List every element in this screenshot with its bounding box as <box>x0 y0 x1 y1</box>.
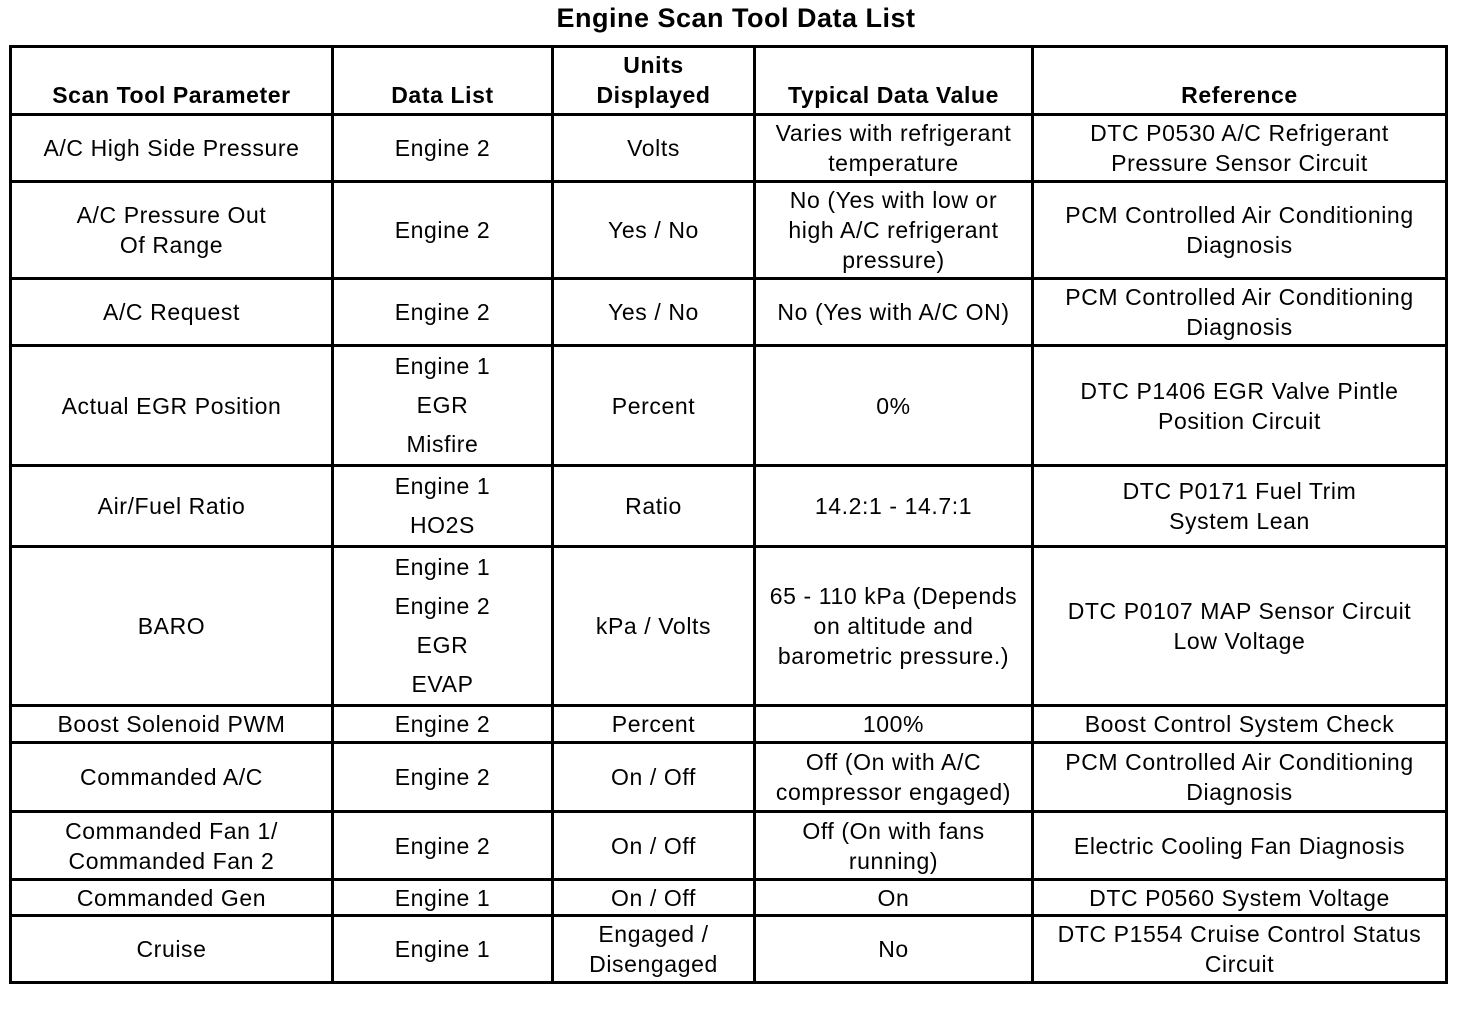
cell-reference: DTC P1554 Cruise Control Status Circuit <box>1033 916 1447 983</box>
table-row <box>11 706 1447 743</box>
cell-parameter: A/C Pressure Out Of Range <box>11 182 333 279</box>
cell-data-list <box>333 880 553 916</box>
cell-units: Percent <box>553 346 755 466</box>
cell-reference: DTC P0171 Fuel Trim System Lean <box>1033 466 1447 547</box>
cell-reference: PCM Controlled Air Conditioning Diagnosis <box>1033 182 1447 279</box>
data-list-entry: Engine 1 <box>394 884 491 911</box>
header-typical-data-value: Typical Data Value <box>755 47 1033 115</box>
data-list-entry: Engine 2 <box>394 832 491 859</box>
table-row <box>11 880 1447 916</box>
data-list-entry: Engine 1 <box>394 353 491 379</box>
cell-parameter: BARO <box>11 547 333 706</box>
data-list-entry: HO2S <box>409 512 476 538</box>
cell-typical-value: 100% <box>755 706 1033 743</box>
data-list-entry: Engine 2 <box>394 764 491 790</box>
cell-reference: DTC P0530 A/C Refrigerant Pressure Sensor Circuit <box>1033 115 1447 182</box>
cell-typical-value: Varies with refrigerant temperature <box>755 115 1033 182</box>
data-list-entry: Engine 1 <box>394 936 491 962</box>
data-list-entry: Engine 2 <box>394 593 491 619</box>
cell-data-list <box>333 279 553 346</box>
table-row <box>11 812 1447 880</box>
cell-typical-value: 65 - 110 kPa (Depends on altitude and barometric pressure.) <box>755 547 1033 706</box>
cell-reference: PCM Controlled Air Conditioning Diagnosis <box>1033 743 1447 812</box>
cell-parameter: A/C High Side Pressure <box>11 115 333 182</box>
cell-data-list <box>333 115 553 182</box>
cell-units: On / Off <box>553 880 755 916</box>
cell-units: On / Off <box>553 812 755 880</box>
data-list-entry: EGR <box>416 392 469 418</box>
table-row <box>11 182 1447 279</box>
cell-parameter: Commanded Fan 1/ Commanded Fan 2 <box>11 812 333 880</box>
cell-parameter: Commanded Gen <box>11 880 333 916</box>
cell-typical-value: No (Yes with low or high A/C refrigerant pressure) <box>755 182 1033 279</box>
data-list-entry: Engine 2 <box>394 216 491 243</box>
table-row <box>11 115 1447 182</box>
cell-data-list <box>333 706 553 743</box>
cell-reference: DTC P0107 MAP Sensor Circuit Low Voltage <box>1033 547 1447 706</box>
page-title: Engine Scan Tool Data List <box>556 3 916 33</box>
table-row <box>11 466 1447 547</box>
table-row <box>11 743 1447 812</box>
data-list-entry: Misfire <box>406 431 479 457</box>
cell-parameter: Actual EGR Position <box>11 346 333 466</box>
cell-reference: Boost Control System Check <box>1033 706 1447 743</box>
header-units-displayed: Units Displayed <box>553 47 755 115</box>
scan-tool-data-table <box>9 45 1448 984</box>
cell-units: Percent <box>553 706 755 743</box>
header-reference: Reference <box>1033 47 1447 115</box>
data-list-entry: Engine 1 <box>394 473 491 499</box>
cell-units: Volts <box>553 115 755 182</box>
cell-parameter: Air/Fuel Ratio <box>11 466 333 547</box>
cell-reference: DTC P0560 System Voltage <box>1033 880 1447 916</box>
cell-units: kPa / Volts <box>553 547 755 706</box>
cell-reference: Electric Cooling Fan Diagnosis <box>1033 812 1447 880</box>
cell-parameter: Boost Solenoid PWM <box>11 706 333 743</box>
table-row <box>11 547 1447 706</box>
cell-parameter: Commanded A/C <box>11 743 333 812</box>
cell-parameter: A/C Request <box>11 279 333 346</box>
table-row <box>11 346 1447 466</box>
cell-data-list <box>333 466 553 547</box>
cell-units: On / Off <box>553 743 755 812</box>
cell-data-list <box>333 346 553 466</box>
header-scan-tool-parameter: Scan Tool Parameter <box>11 47 333 115</box>
cell-typical-value: 14.2:1 - 14.7:1 <box>755 466 1033 547</box>
data-list-entry: EVAP <box>411 671 474 697</box>
cell-units: Ratio <box>553 466 755 547</box>
header-row <box>11 47 1447 115</box>
cell-units: Engaged / Disengaged <box>553 916 755 983</box>
data-list-entry: Engine 2 <box>394 134 491 161</box>
cell-typical-value: No (Yes with A/C ON) <box>755 279 1033 346</box>
cell-data-list <box>333 743 553 812</box>
cell-parameter: Cruise <box>11 916 333 983</box>
cell-typical-value: Off (On with A/C compressor engaged) <box>755 743 1033 812</box>
cell-data-list <box>333 182 553 279</box>
data-list-entry: Engine 2 <box>394 711 491 737</box>
cell-reference: DTC P1406 EGR Valve Pintle Position Circuit <box>1033 346 1447 466</box>
cell-units: Yes / No <box>553 279 755 346</box>
cell-typical-value: Off (On with fans running) <box>755 812 1033 880</box>
data-list-entry: Engine 2 <box>394 298 491 325</box>
cell-typical-value: On <box>755 880 1033 916</box>
data-list-entry: Engine 1 <box>394 554 491 580</box>
table-row <box>11 916 1447 983</box>
cell-typical-value: No <box>755 916 1033 983</box>
cell-typical-value: 0% <box>755 346 1033 466</box>
cell-reference: PCM Controlled Air Conditioning Diagnosis <box>1033 279 1447 346</box>
header-data-list: Data List <box>333 47 553 115</box>
data-list-entry: EGR <box>416 632 469 658</box>
cell-data-list <box>333 916 553 983</box>
cell-units: Yes / No <box>553 182 755 279</box>
cell-data-list <box>333 812 553 880</box>
cell-data-list <box>333 547 553 706</box>
table-row <box>11 279 1447 346</box>
